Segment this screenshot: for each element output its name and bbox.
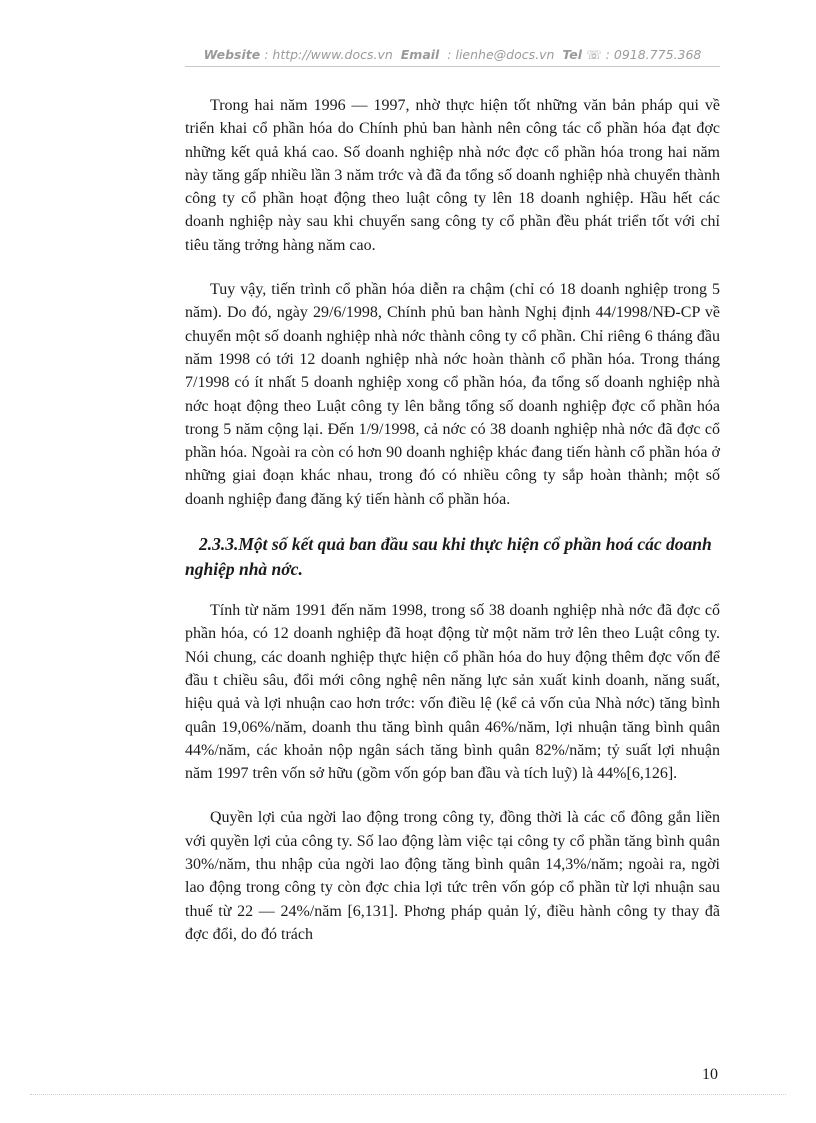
body-paragraph-1: Trong hai năm 1996 — 1997, nhờ thực hiện tốt những văn bản pháp qui về triển khai cổ phần hóa do Chính phủ ban hành nên công tác cổ phần hóa đạt đợc những kết quả khá cao. Số doanh nghiệp nhà nớc đợc cổ phần hóa trong hai năm này tăng gấp nhiều lần 3 năm trớc và đã đa tổng số doanh nghiệp nhà chuyển thành công ty cổ phần hoạt động theo luật công ty lên 18 doanh nghiệp. Hầu hết các doanh nghiệp này sau khi chuyển sang công ty cổ phần đều phát triển tốt với chỉ tiêu tăng trởng hàng năm cao. [185,97,720,254]
body-paragraph-2: Tuy vậy, tiến trình cổ phần hóa diễn ra chậm (chỉ có 18 doanh nghiệp trong 5 năm). Do đó, ngày 29/6/1998, Chính phủ ban hành Nghị định 44/1998/NĐ-CP về chuyển một số doanh nghiệp nhà nớc thành công ty cổ phần. Chỉ riêng 6 tháng đầu năm 1998 có tới 12 doanh nghiệp nhà nớc hoàn thành cổ phần hóa. Trong tháng 7/1998 có ít nhất 5 doanh nghiệp xong cổ phần hóa, đa tổng số doanh nghiệp nhà nớc hoạt động theo Luật công ty lên bằng tổng số doanh nghiệp đợc cổ phần hóa trong 5 năm cộng lại. Đến 1/9/1998, cả nớc có 38 doanh nghiệp nhà nớc đã đợc cổ phần hóa. Ngoài ra còn có hơn 90 doanh nghiệp khác đang tiến hành cổ phần hóa ở những giai đoạn khác nhau, trong đó có nhiều công ty sắp hoàn thành; một số doanh nghiệp đang đăng ký tiến hành cổ phần hóa. [185,281,720,508]
tel-label: Tel [562,47,583,62]
tel-value: 0918.775.368 [613,47,702,62]
page-number: 10 [702,1066,718,1083]
section-paragraph-2: Quyền lợi của ngời lao động trong công ty, đồng thời là các cổ đông gắn liền với quyền lợi của công ty. Số lao động làm việc tại công ty cổ phần tăng bình quân 30%/năm, thu nhập của ngời lao động tăng bình quân 14,3%/năm; ngoài ra, ngời lao động trong công ty còn đợc chia lợi tức trên vốn góp cổ phần từ lợi nhuận sau thuế từ 22 — 24%/năm [6,131]. Phơng pháp quản lý, điều hành công ty thay đã đợc đổi, do đó trách [185,809,720,943]
header-divider [185,66,720,67]
website-label: Website [203,47,261,62]
footer-divider [30,1094,786,1095]
website-value[interactable]: http://www.docs.vn [272,47,393,62]
section-paragraph-1: Tính từ năm 1991 đến năm 1998, trong số 38 doanh nghiệp nhà nớc đã đợc cổ phần hóa, có 12 doanh nghiệp đã hoạt động từ một năm trở lên theo Luật công ty. Nói chung, các doanh nghiệp thực hiện cổ phần hóa do huy động thêm đợc vốn để đầu t chiều sâu, đổi mới công nghệ nên năng lực sản xuất kinh doanh, năng suất, hiệu quả và lợi nhuận cao hơn trớc: vốn điều lệ (kể cả vốn của Nhà nớc) tăng bình quân 19,06%/năm, doanh thu tăng bình quân 46%/năm, lợi nhuận tăng bình quân 44%/năm, các khoản nộp ngân sách tăng bình quân 82%/năm; tỷ suất lợi nhuận năm 1997 trên vốn sở hữu (gồm vốn góp ban đầu và tích luỹ) là 44%[6,126]. [185,602,720,783]
email-label: Email [400,47,440,62]
section-heading: 2.3.3.Một số kết quả ban đầu sau khi thực hiện cổ phần hoá các doanh nghiệp nhà nớc. [185,534,712,580]
email-value[interactable]: lienhe@docs.vn [455,47,555,62]
page-body [185,94,720,967]
phone-icon: ☏ [586,47,602,62]
page-header: Website : http://www.docs.vn Email : lienhe@docs.vn Tel ☏ : 0918.775.368 [203,47,702,62]
